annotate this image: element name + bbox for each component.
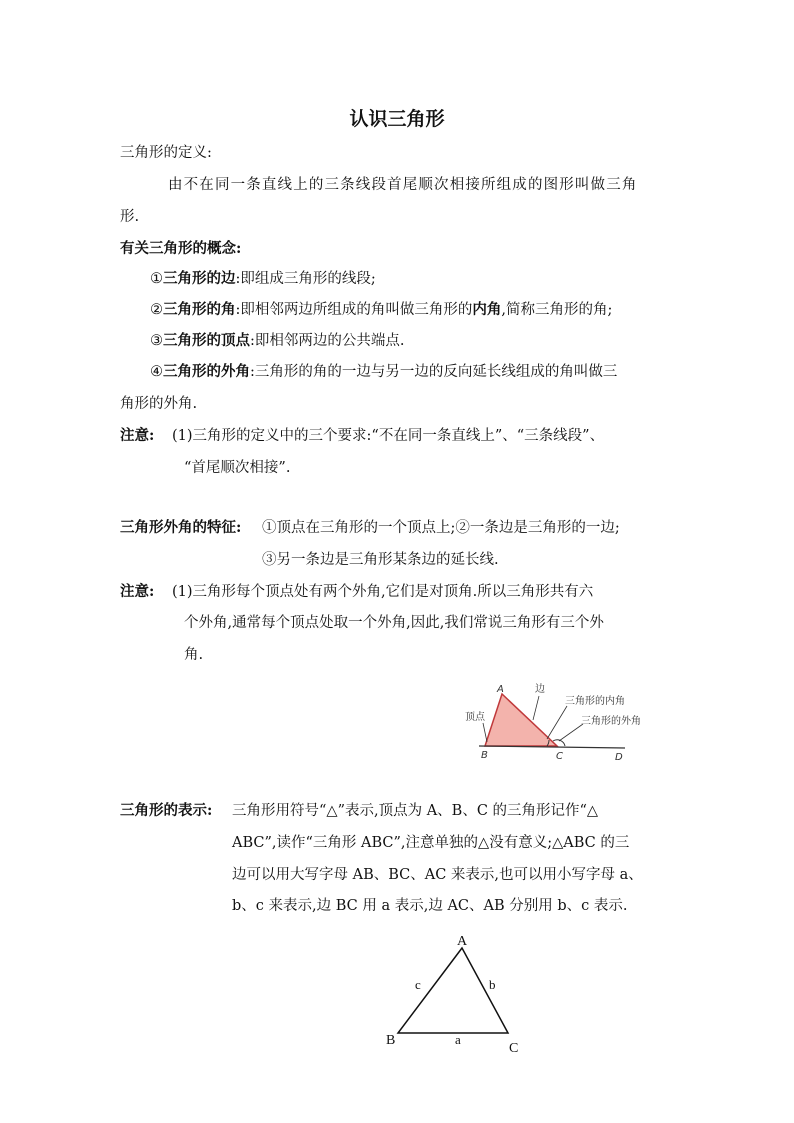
note1-label: 注意:	[120, 427, 155, 444]
representation-line4: b、c 来表示,边 BC 用 a 表示,边 AC、AB 分别用 b、c 表示.	[232, 898, 628, 914]
concept-marker: ①	[150, 271, 163, 287]
definition-text-line1: 由不在同一条直线上的三条线段首尾顺次相接所组成的图形叫做三角	[168, 177, 638, 193]
representation-line2: ABC”,读作“三角形 ABC”,注意单独的△没有意义;△ABC 的三	[232, 835, 630, 851]
label-side-text: 边	[535, 684, 545, 695]
exterior-features-heading: 三角形外角的特征:	[120, 519, 242, 536]
exterior-angle-figure	[455, 678, 685, 770]
representation-line3: 边可以用大写字母 AB、BC、AC 来表示,也可以用小写字母 a、	[232, 867, 643, 883]
concept-text: ,简称三角形的角;	[501, 302, 613, 318]
representation-heading: 三角形的表示:	[120, 802, 213, 819]
concept-marker: ③	[150, 333, 163, 349]
pointer-side	[533, 696, 539, 720]
concept-text: :即相邻两边所组成的角叫做三角形的	[235, 302, 473, 318]
pointer-vertex	[483, 723, 487, 742]
concept-term-interior: 内角	[472, 301, 502, 318]
label-vertex-c: C	[556, 751, 563, 762]
concept-text: :即组成三角形的线段;	[235, 271, 376, 287]
concept-term: 三角形的角	[163, 301, 236, 318]
label-interior-text: 三角形的内角	[565, 696, 625, 707]
concept-item-side	[150, 269, 376, 289]
definition-text-line2: 形.	[120, 209, 140, 225]
label-point-d: D	[615, 752, 623, 763]
note1-line1: (1)三角形的定义中的三个要求:“不在同一条直线上”、“三条线段”、	[172, 428, 605, 444]
concept-item-exterior	[150, 362, 617, 382]
label-vertex-b: B	[481, 750, 488, 761]
concept-text: :三角形的角的一边与另一边的反向延长线组成的角叫做三	[250, 364, 618, 380]
label-vertex-a: A	[497, 684, 504, 695]
note2-line3: 角.	[184, 647, 204, 663]
concept-item-exterior-line2: 角形的外角.	[120, 396, 198, 412]
note2-label: 注意:	[120, 583, 155, 600]
exterior-features-line1: ①顶点在三角形的一个顶点上;②一条边是三角形的一边;	[262, 520, 620, 536]
label-a-vertex: A	[457, 934, 468, 949]
concept-item-vertex	[150, 331, 405, 351]
concept-item-angle	[150, 300, 612, 320]
label-b-vertex: B	[386, 1033, 396, 1048]
triangle-shape	[485, 694, 557, 746]
label-exterior-text: 三角形的外角	[581, 716, 641, 727]
concepts-heading: 有关三角形的概念:	[120, 240, 242, 257]
note2-line2: 个外角,通常每个顶点处取一个外角,因此,我们常说三角形有三个外	[184, 615, 604, 631]
concept-term: 三角形的外角	[163, 363, 250, 380]
page-title: 认识三角形	[349, 108, 445, 130]
label-c-vertex: C	[509, 1041, 519, 1056]
label-side-b: b	[489, 977, 496, 992]
concept-term: 三角形的边	[163, 270, 236, 287]
note2-line1: (1)三角形每个顶点处有两个外角,它们是对顶角.所以三角形共有六	[172, 584, 594, 600]
note1-line2: “首尾顺次相接”.	[184, 460, 291, 476]
definition-heading: 三角形的定义:	[120, 145, 212, 161]
concept-term: 三角形的顶点	[163, 332, 250, 349]
concept-marker: ④	[150, 364, 163, 380]
label-side-c: c	[415, 977, 421, 992]
concept-text: :即相邻两边的公共端点.	[250, 333, 405, 349]
exterior-features-line2: ③另一条边是三角形某条边的延长线.	[262, 552, 499, 568]
representation-line1: 三角形用符号“△”表示,顶点为 A、B、C 的三角形记作“△	[232, 803, 599, 819]
concept-marker: ②	[150, 302, 163, 318]
label-vertex-text: 顶点	[465, 712, 485, 723]
pointer-interior	[547, 706, 567, 739]
triangle-abc-figure	[380, 930, 530, 1060]
pointer-exterior	[559, 724, 583, 741]
label-side-a: a	[455, 1032, 461, 1047]
